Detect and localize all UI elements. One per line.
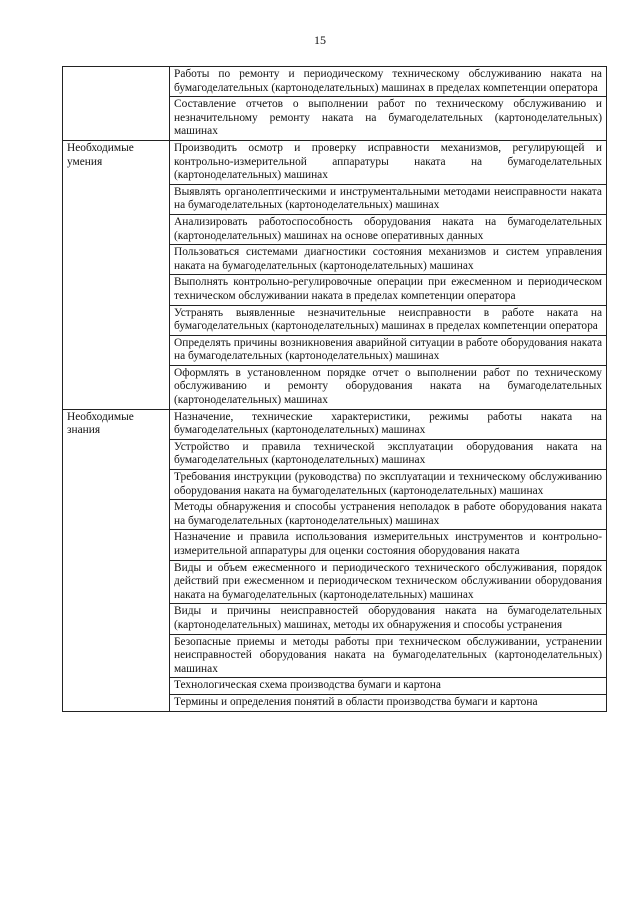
requirement-item: Виды и объем ежесменного и периодического технического обслуживания, порядок действий при ежесменном и периодическом техническом обслуживании оборудования наката на бумагоделательных (картоноделательных) машинах xyxy=(170,560,607,604)
section-label-cell: Необходимые знания xyxy=(63,409,170,711)
requirement-item: Выявлять органолептическими и инструментальными методами неисправности наката на бумагоделательных (картоноделательных) машинах xyxy=(170,184,607,214)
requirement-item: Безопасные приемы и методы работы при техническом обслуживании, устранении неисправностей оборудования наката на бумагоделательных (картоноделательных) машинах xyxy=(170,634,607,678)
requirement-item: Методы обнаружения и способы устранения неполадок в работе оборудования наката на бумагоделательных (картоноделательных) машинах xyxy=(170,500,607,530)
requirement-item: Пользоваться системами диагностики состояния механизмов и систем управления наката на бумагоделательных (картоноделательных) машинах xyxy=(170,245,607,275)
requirement-item: Работы по ремонту и периодическому техническому обслуживанию наката на бумагоделательных (картоноделательных) машинах в пределах компетенции оператора xyxy=(170,67,607,97)
requirement-item: Анализировать работоспособность оборудования наката на бумагоделательных (картоноделательных) машинах на основе оперативных данных xyxy=(170,214,607,244)
requirement-item: Устранять выявленные незначительные неисправности в работе наката на бумагоделательных (картоноделательных) машинах в пределах компетенции оператора xyxy=(170,305,607,335)
requirement-item: Назначение, технические характеристики, режимы работы наката на бумагоделательных (картоноделательных) машинах xyxy=(170,409,607,439)
requirement-item: Определять причины возникновения аварийной ситуации в работе оборудования наката на бумагоделательных (картоноделательных) машинах xyxy=(170,335,607,365)
table-row xyxy=(63,409,607,439)
requirement-item: Назначение и правила использования измерительных инструментов и контрольно-измерительной аппаратуры для оценки состояния оборудования наката xyxy=(170,530,607,560)
requirement-item: Термины и определения понятий в области производства бумаги и картона xyxy=(170,694,607,711)
requirement-item: Технологическая схема производства бумаги и картона xyxy=(170,678,607,695)
table-row xyxy=(63,140,607,184)
requirement-item: Выполнять контрольно-регулировочные операции при ежесменном и периодическом техническом обслуживании наката в пределах компетенции оператора xyxy=(170,275,607,305)
requirement-item: Виды и причины неисправностей оборудования наката на бумагоделательных (картоноделательных) машинах, методы их обнаружения и способы устранения xyxy=(170,604,607,634)
table-row xyxy=(63,67,607,97)
requirement-item: Составление отчетов о выполнении работ по техническому обслуживанию и незначительному ремонту наката на бумагоделательных (картоноделательных) машинах xyxy=(170,97,607,141)
requirements-table-body xyxy=(63,67,607,712)
requirement-item: Устройство и правила технической эксплуатации оборудования наката на бумагоделательных (картоноделательных) машинах xyxy=(170,439,607,469)
requirement-item: Оформлять в установленном порядке отчет о выполнении работ по техническому обслуживанию и ремонту оборудования наката на бумагоделательных (картоноделательных) машинах xyxy=(170,365,607,409)
requirement-item: Требования инструкции (руководства) по эксплуатации и техническому обслуживанию оборудования наката на бумагоделательных (картоноделательных) машинах xyxy=(170,470,607,500)
section-label-cell xyxy=(63,67,170,141)
section-label-cell: Необходимые умения xyxy=(63,140,170,409)
requirements-table xyxy=(62,66,607,712)
page-number: 15 xyxy=(314,33,326,47)
requirement-item: Производить осмотр и проверку исправности механизмов, регулирующей и контрольно-измерительной аппаратуры наката на бумагоделательных (картоноделательных) машинах xyxy=(170,140,607,184)
